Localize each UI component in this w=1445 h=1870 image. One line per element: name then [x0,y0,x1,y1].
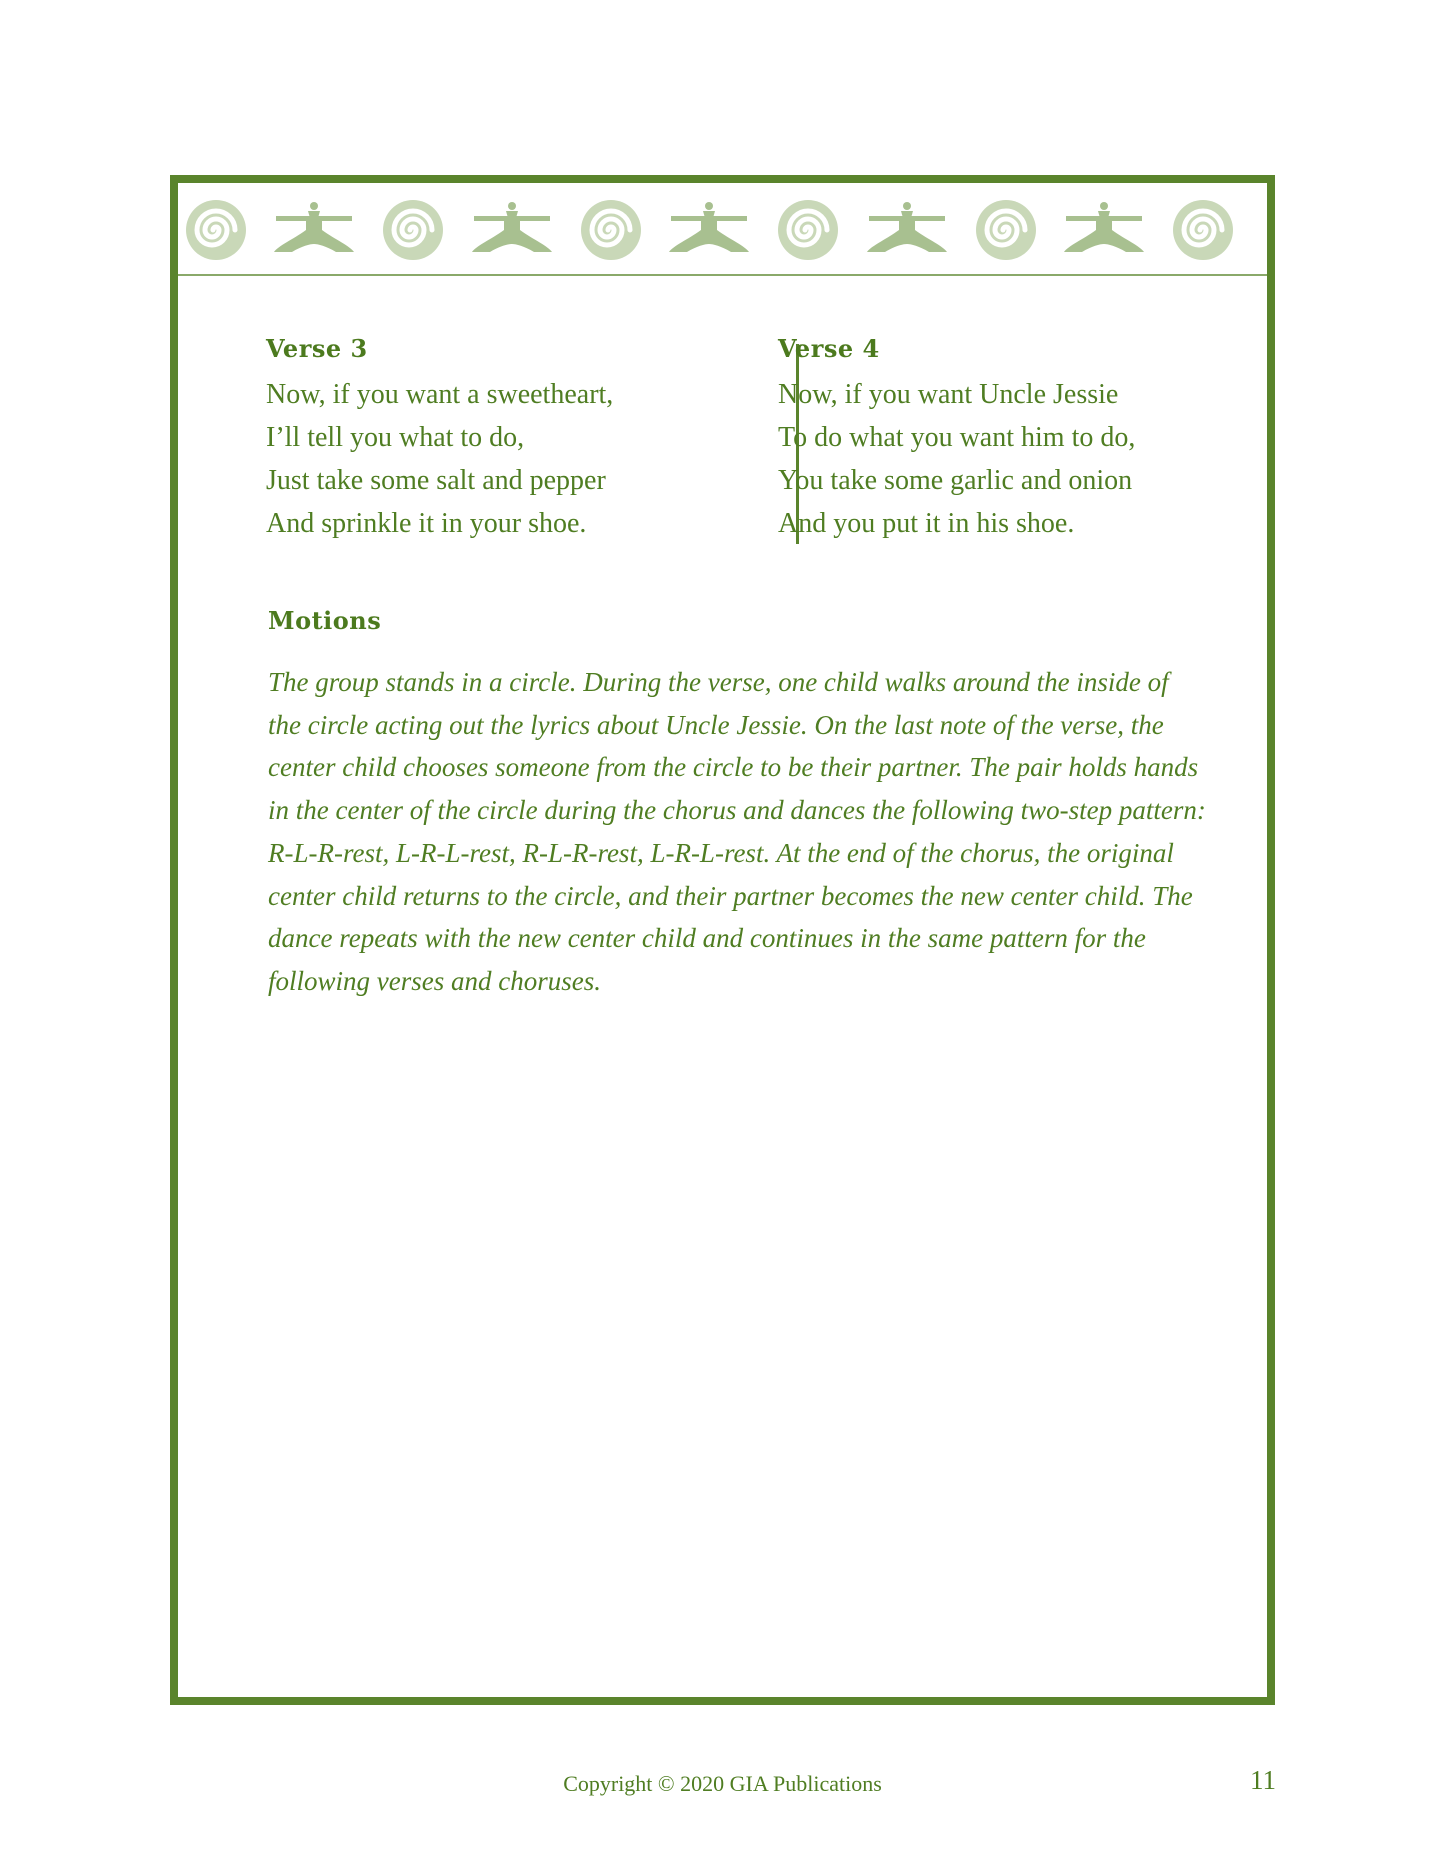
verse-line: And you put it in his shoe. [778,508,1075,539]
page-frame [170,175,1275,1705]
verse-line: And sprinkle it in your shoe. [266,508,587,539]
verse-line: Now, if you want a sweetheart, [266,379,614,410]
motions-line: the circle acting out the lyrics about Uncle Jessie. On the last note of the verse, the [268,709,1164,740]
copyright-notice: Copyright © 2020 GIA Publications [563,1771,882,1796]
dancer-icon [274,202,354,252]
verse-line: You take some garlic and onion [778,465,1133,496]
spiral-icon [581,200,641,260]
spiral-icon [186,200,246,260]
dancer-icon [1064,202,1144,252]
verse-line: I’ll tell you what to do, [266,422,525,453]
spiral-icon [383,200,443,260]
motions-line: R-L-R-rest, L-R-L-rest, R-L-R-rest, L-R-L-rest. At the end of the chorus, the original [268,837,1174,868]
spiral-icon [1173,200,1233,260]
motions-paragraph [268,661,1218,1003]
motions-line: center child returns to the circle, and their partner becomes the new center child. The [268,880,1193,911]
motions-line: The group stands in a circle. During the verse, one child walks around the inside of [268,667,1169,697]
motions-title: Motions [268,606,382,635]
dancer-icon [669,202,749,252]
spiral-icon [778,200,838,260]
dancer-icon [472,202,552,252]
motions-line: following verses and choruses. [268,965,601,996]
verse-title: Verse 4 [778,334,880,363]
verse-line: Just take some salt and pepper [266,465,606,496]
motions-line: in the center of the circle during the chorus and dances the following two-step pattern: [268,795,1206,826]
motions-line: dance repeats with the new center child and continues in the same pattern for the [268,923,1146,954]
ornament-band [178,183,1267,276]
verse-3 [266,331,686,545]
verses-section [266,331,1186,551]
verse-title: Verse 3 [266,334,368,363]
verse-line: To do what you want him to do, [778,422,1136,453]
motions-section [268,603,1218,1003]
page-number: 11 [1250,1765,1276,1795]
spiral-icon [976,200,1036,260]
motions-line: center child chooses someone from the circle to be their partner. The pair holds hands [268,752,1199,783]
verse-4 [778,331,1198,545]
dancer-icon [867,202,947,252]
verse-line: Now, if you want Uncle Jessie [778,379,1119,410]
